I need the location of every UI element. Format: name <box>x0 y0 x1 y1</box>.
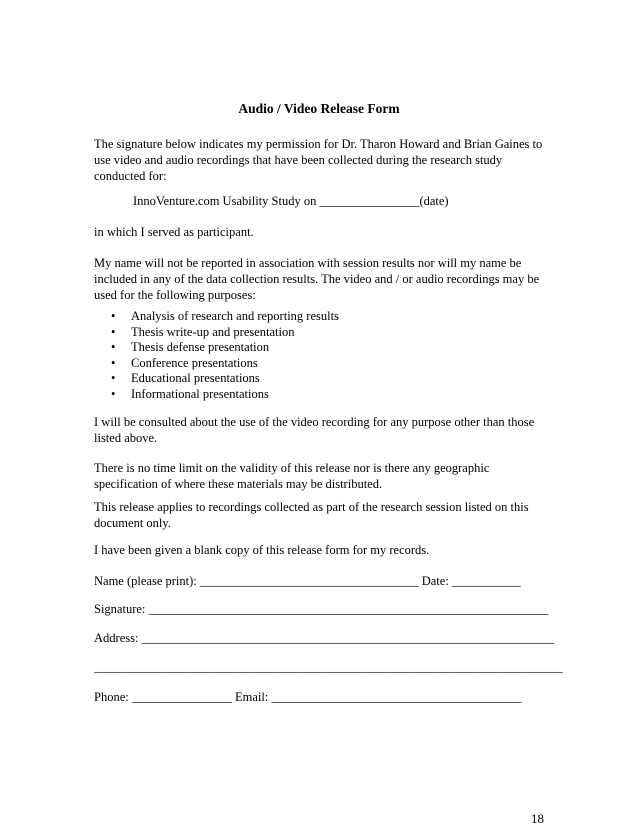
time-limit-paragraph: There is no time limit on the validity of this release nor is there any geographic specification of where these materials may be distributed. <box>94 461 490 491</box>
applies-paragraph: This release applies to recordings collected as part of the research session listed on this document only. <box>94 500 529 530</box>
name-date-field: Name (please print): ___________________________________ Date: ___________ <box>94 574 521 588</box>
study-line: InnoVenture.com Usability Study on ________________(date) <box>133 194 449 208</box>
intro-paragraph: The signature below indicates my permission for Dr. Tharon Howard and Brian Gaines to use video and audio recordings that have been collected during the research study conducted for: <box>94 137 543 183</box>
page-number: 18 <box>531 811 544 826</box>
form-title: Audio / Video Release Form <box>238 101 400 116</box>
list-item <box>94 356 339 372</box>
privacy-paragraph: My name will not be reported in association with session results nor will my name be included in any of the data collection results. The video and / or audio recordings may be used for the following purposes: <box>94 256 540 302</box>
list-item <box>94 325 339 341</box>
signature-field: Signature: ________________________________________________________________ <box>94 602 549 616</box>
purposes-list <box>94 309 339 402</box>
bullet-icon: • <box>111 340 116 354</box>
list-item <box>94 309 339 325</box>
purpose-text: Thesis defense presentation <box>131 340 270 354</box>
consult-paragraph: I will be consulted about the use of the video recording for any purpose other than those listed above. <box>94 415 535 445</box>
address-field: Address: __________________________________________________________________ <box>94 631 555 645</box>
purpose-text: Thesis write-up and presentation <box>131 324 295 339</box>
bullet-icon: • <box>111 355 116 370</box>
copy-paragraph: I have been given a blank copy of this release form for my records. <box>94 543 430 557</box>
purpose-text: Educational presentations <box>131 371 260 385</box>
purpose-text: Informational presentations <box>131 386 269 401</box>
participant-line: in which I served as participant. <box>94 225 254 239</box>
phone-email-field: Phone: ________________ Email: ________________________________________ <box>94 690 522 704</box>
list-item <box>94 387 339 403</box>
list-item <box>94 371 339 387</box>
bullet-icon: • <box>111 309 116 323</box>
purpose-text: Conference presentations <box>131 355 258 370</box>
bullet-icon: • <box>111 324 116 339</box>
purpose-text: Analysis of research and reporting results <box>131 309 339 323</box>
list-item <box>94 340 339 356</box>
address-line-2-field: ___________________________________________________________________________ <box>94 660 563 674</box>
bullet-icon: • <box>111 371 116 385</box>
bullet-icon: • <box>111 386 116 401</box>
